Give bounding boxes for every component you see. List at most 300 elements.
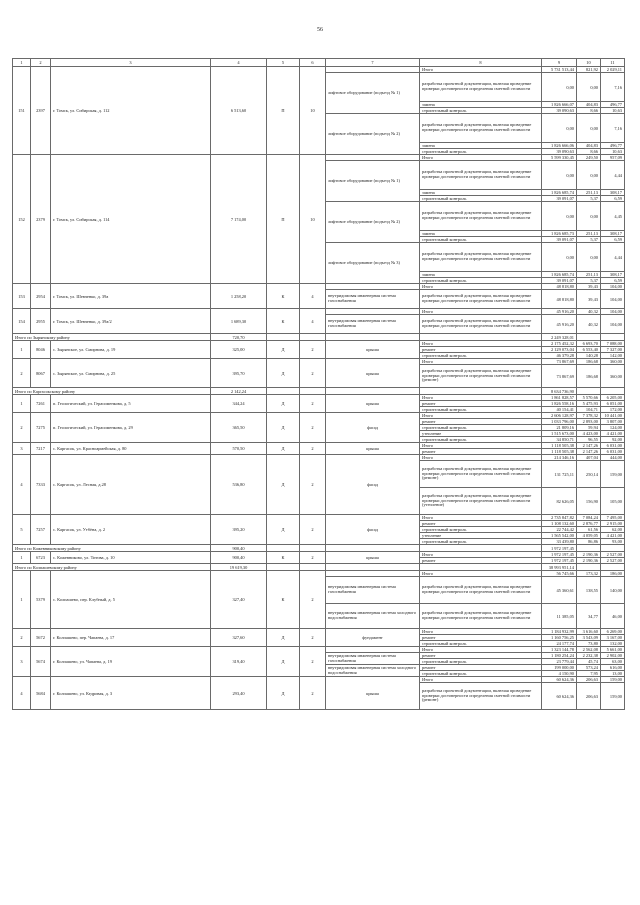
cost-per-sqm: 251,13: [577, 190, 601, 196]
cost-value: 0,00: [542, 161, 577, 190]
cost-item: разработка проектной документации, включая проведение проверки достоверности определения сметной стоимости: [420, 604, 542, 629]
house-code: 8067: [31, 359, 51, 388]
cost-item: ремонт: [420, 521, 542, 527]
cost-value: 1 184 932,99: [542, 629, 577, 635]
max-cost-per-sqm: 159,00: [601, 683, 625, 710]
cost-per-sqm: 2 876,77: [577, 521, 601, 527]
cost-item: утепление: [420, 431, 542, 437]
row-number: 3: [13, 443, 31, 455]
cost-per-sqm: 7 378,32: [577, 413, 601, 419]
house-code: 2397: [31, 67, 51, 155]
cost-item: Итого: [420, 677, 542, 683]
cost-value: 60 624,36: [542, 683, 577, 710]
max-cost-per-sqm: 308,17: [601, 231, 625, 237]
cost-value: 0,00: [542, 243, 577, 272]
house-area: 365,50: [211, 413, 267, 443]
max-cost-per-sqm: 6 205,00: [601, 395, 625, 401]
row-number: 1: [13, 552, 31, 564]
cost-per-sqm: 156,90: [577, 488, 601, 515]
cost-value: 11 385,05: [542, 604, 577, 629]
wall-material: К: [267, 309, 300, 334]
cost-per-sqm: 0,00: [577, 114, 601, 143]
cost-value: 0,00: [542, 73, 577, 102]
cost-value: 1 826 558,16: [542, 401, 577, 407]
cost-per-sqm: 0,00: [577, 73, 601, 102]
cost-per-sqm: 206,63: [577, 683, 601, 710]
cost-value: 33 439,80: [542, 539, 577, 545]
column-number: 5: [267, 59, 300, 67]
cost-item: ремонт: [420, 347, 542, 353]
work-type: крыша: [326, 443, 420, 455]
work-type: внутридомовая инженерная система холодного водоснабжения: [326, 665, 420, 677]
district-total-area: 2 142,24: [211, 388, 267, 395]
floor-count: 2: [300, 341, 326, 359]
cost-per-sqm: 5,37: [577, 196, 601, 202]
cost-item: Итого: [420, 284, 542, 290]
work-type: крыша: [326, 359, 420, 388]
cost-item: замена: [420, 190, 542, 196]
cost-value: 73 867,69: [542, 359, 577, 365]
cost-value: 34 850,71: [542, 437, 577, 443]
cost-value: 1 033 796,00: [542, 419, 577, 425]
work-type: лифтовое оборудование (подъезд № 1): [326, 161, 420, 202]
max-cost-per-sqm: 2 527,00: [601, 558, 625, 564]
work-type: крыша: [326, 341, 420, 359]
house-code: 5672: [31, 629, 51, 647]
max-cost-per-sqm: 105,00: [601, 488, 625, 515]
house-address: с. Колпашево, пер. Клубный, д. 5: [51, 571, 211, 629]
wall-material: К: [267, 552, 300, 564]
cost-item: строительный контроль: [420, 108, 542, 114]
cost-per-sqm: 39,43: [577, 284, 601, 290]
column-number: 3: [51, 59, 211, 67]
cost-value: 1 118 505,38: [542, 443, 577, 449]
house-address: с. Зырянское, ул. Смирнова, д. 25: [51, 359, 211, 388]
cost-item: разработка проектной документации, включая проведение проверки достоверности определения сметной стоимости: [420, 114, 542, 143]
cost-item: Итого: [420, 552, 542, 558]
cost-item: строительный контроль: [420, 437, 542, 443]
cost-value: 2 129 073,04: [542, 347, 577, 353]
row-number: 151: [13, 67, 31, 155]
row-number: 1: [13, 341, 31, 359]
max-cost-per-sqm: 159,00: [601, 461, 625, 488]
max-cost-per-sqm: 4,45: [601, 202, 625, 231]
cost-per-sqm: 573,24: [577, 665, 601, 671]
house-code: 2379: [31, 155, 51, 284]
max-cost-per-sqm: 616,00: [601, 665, 625, 671]
cost-item: Итого: [420, 67, 542, 73]
cost-per-sqm: 45,74: [577, 659, 601, 665]
floor-count: 2: [300, 413, 326, 443]
max-cost-per-sqm: 104,00: [601, 315, 625, 334]
cost-item: строительный контроль: [420, 671, 542, 677]
row-number: 5: [13, 515, 31, 545]
wall-material: Д: [267, 341, 300, 359]
district-total-area: 900,40: [211, 545, 267, 552]
work-type: крыша: [326, 552, 420, 564]
cost-item: строительный контроль: [420, 539, 542, 545]
cost-per-sqm: 86,86: [577, 539, 601, 545]
floor-count: 2: [300, 395, 326, 413]
cost-per-sqm: 73,80: [577, 641, 601, 647]
cost-item: ремонт: [420, 401, 542, 407]
max-cost-per-sqm: 496,77: [601, 102, 625, 108]
district-total-label: Итого по Колпашевскому району: [13, 564, 211, 571]
cost-item: ремонт: [420, 558, 542, 564]
cost-per-sqm: 2 232,38: [577, 653, 601, 659]
cost-item: замена: [420, 102, 542, 108]
house-area: 536,80: [211, 455, 267, 515]
wall-material: Д: [267, 647, 300, 677]
max-cost-per-sqm: 140,00: [601, 577, 625, 604]
house-address: п. Геологический, ул. Герасименкова, д. 29: [51, 413, 211, 443]
capital-repair-register-table: [12, 58, 625, 710]
row-number: 3: [13, 647, 31, 677]
max-cost-per-sqm: 5 661,00: [601, 647, 625, 653]
max-cost-per-sqm: 6,59: [601, 196, 625, 202]
column-number: 9: [542, 59, 577, 67]
max-cost-per-sqm: 3 807,00: [601, 419, 625, 425]
row-number: 4: [13, 677, 31, 710]
cost-item: строительный контроль: [420, 659, 542, 665]
cost-per-sqm: 5 570,66: [577, 395, 601, 401]
house-address: г. Колпашево, ул. Чапаева, д. 19: [51, 647, 211, 677]
wall-material: П: [267, 67, 300, 155]
house-code: 7257: [31, 515, 51, 545]
max-cost-per-sqm: 6 031,00: [601, 443, 625, 449]
work-type: внутридомовая инженерная система газоснабжения: [326, 315, 420, 334]
cost-value: 1 826 685,73: [542, 231, 577, 237]
house-address: п. Геологический, ул. Герасименкова, д. 5: [51, 395, 211, 413]
row-number: 4: [13, 455, 31, 515]
house-address: г. Колпашево, ул. Кедровая, д. 3: [51, 677, 211, 710]
max-cost-per-sqm: 172,00: [601, 407, 625, 413]
cost-per-sqm: 206,63: [577, 677, 601, 683]
house-area: 325,00: [211, 341, 267, 359]
cost-per-sqm: 5,37: [577, 237, 601, 243]
cost-value: 1 861 828,57: [542, 395, 577, 401]
max-cost-per-sqm: 6 031,00: [601, 449, 625, 455]
cost-value: 2 606 128,97: [542, 413, 577, 419]
work-type: внутридомовая инженерная система газоснабжения: [326, 653, 420, 665]
house-address: г. Колпашево, пер. Чапаева, д. 17: [51, 629, 211, 647]
cost-value: 199 000,00: [542, 665, 577, 671]
house-address: г. Томск, ул. Сибирская, д. 112: [51, 67, 211, 155]
cost-per-sqm: 0,00: [577, 161, 601, 190]
cost-item: разработка проектной документации, включая проведение проверки достоверности определения сметной стоимости: [420, 315, 542, 334]
cost-item: ремонт: [420, 419, 542, 425]
max-cost-per-sqm: 104,00: [601, 290, 625, 309]
max-cost-per-sqm: 7,16: [601, 114, 625, 143]
cost-per-sqm: 404,83: [577, 102, 601, 108]
cost-item: строительный контроль: [420, 237, 542, 243]
max-cost-per-sqm: 6 051,00: [601, 401, 625, 407]
cost-item: Итого: [420, 341, 542, 347]
work-type: фундамент: [326, 629, 420, 647]
cost-value: 1 108 132,60: [542, 521, 577, 527]
house-address: с. Каргасок, ул. Утбёна, д. 2: [51, 515, 211, 545]
house-area: 900,40: [211, 552, 267, 564]
max-cost-per-sqm: 308,17: [601, 272, 625, 278]
cost-per-sqm: 2 147,26: [577, 449, 601, 455]
house-area: 395,70: [211, 359, 267, 388]
cost-value: 39 091,07: [542, 278, 577, 284]
wall-material: Д: [267, 455, 300, 515]
cost-item: ремонт: [420, 449, 542, 455]
district-total-sum: 1 972 197,45: [542, 545, 577, 552]
floor-count: 10: [300, 155, 326, 284]
cost-value: 1 826 666,07: [542, 102, 577, 108]
cost-item: строительный контроль: [420, 641, 542, 647]
cost-value: 131 725,11: [542, 461, 577, 488]
max-cost-per-sqm: 3 167,00: [601, 635, 625, 641]
cost-per-sqm: 59,94: [577, 425, 601, 431]
max-cost-per-sqm: 360,00: [601, 359, 625, 365]
row-number: 2: [13, 413, 31, 443]
cost-item: Итого: [420, 359, 542, 365]
cost-item: разработка проектной документации, включая проведение проверки достоверности определения сметной стоимости: [420, 290, 542, 309]
cost-item: строительный контроль: [420, 353, 542, 359]
cost-value: 1 160 756,25: [542, 635, 577, 641]
max-cost-per-sqm: 2 527,00: [601, 552, 625, 558]
work-type: лифтовое оборудование (подъезд № 2): [326, 202, 420, 243]
cost-value: 1 826 685,74: [542, 190, 577, 196]
house-area: 327,40: [211, 571, 267, 629]
cost-value: 5 731 513,44: [542, 67, 577, 73]
house-area: 1 258,20: [211, 284, 267, 309]
cost-per-sqm: 250,14: [577, 461, 601, 488]
cost-per-sqm: 6 693,70: [577, 341, 601, 347]
cost-item: Итого: [420, 455, 542, 461]
house-area: 1 689,30: [211, 309, 267, 334]
floor-count: 2: [300, 515, 326, 545]
house-address: с. Каргасок, ул. Красноармейская, д. 80: [51, 443, 211, 455]
house-code: 8046: [31, 341, 51, 359]
cost-per-sqm: 8,66: [577, 108, 601, 114]
house-code: 2954: [31, 284, 51, 309]
cost-item: утепление: [420, 533, 542, 539]
cost-value: 214 346,16: [542, 455, 577, 461]
wall-material: Д: [267, 395, 300, 413]
wall-material: Д: [267, 359, 300, 388]
house-area: 395,20: [211, 515, 267, 545]
cost-value: 0,00: [542, 202, 577, 231]
house-address: г. Томск, ул. Шевченко, д. 39а: [51, 284, 211, 309]
cost-item: строительный контроль: [420, 278, 542, 284]
district-total-label: Итого по Кожевниковскому району: [13, 545, 211, 552]
house-address: г. Томск, ул. Сибирская, д. 114: [51, 155, 211, 284]
row-number: 153: [13, 284, 31, 309]
max-cost-per-sqm: 6 269,00: [601, 629, 625, 635]
cost-value: 45 360,61: [542, 577, 577, 604]
house-area: 319,40: [211, 647, 267, 677]
cost-per-sqm: 3 616,60: [577, 629, 601, 635]
column-number: 10: [577, 59, 601, 67]
cost-item: ремонт: [420, 665, 542, 671]
cost-value: 0,00: [542, 114, 577, 143]
cost-value: 46 379,28: [542, 353, 577, 359]
wall-material: Д: [267, 515, 300, 545]
cost-per-sqm: 8,66: [577, 149, 601, 155]
column-numbers-row: [13, 59, 625, 67]
column-number: 6: [300, 59, 326, 67]
cost-item: Итого: [420, 395, 542, 401]
max-cost-per-sqm: 4,44: [601, 161, 625, 190]
max-cost-per-sqm: 4 421,00: [601, 533, 625, 539]
cost-item: Итого: [420, 647, 542, 653]
max-cost-per-sqm: 132,00: [601, 641, 625, 647]
cost-item: разработка проектной документации, включая проведение проверки достоверности определения сметной стоимости (ремонт): [420, 461, 542, 488]
column-number: 4: [211, 59, 267, 67]
work-type: внутридомовая инженерная система холодного водоснабжения: [326, 604, 420, 629]
cost-value: 82 626,05: [542, 488, 577, 515]
work-type: лифтовое оборудование (подъезд № 2): [326, 114, 420, 155]
max-cost-per-sqm: 62,00: [601, 527, 625, 533]
cost-per-sqm: 140,28: [577, 353, 601, 359]
wall-material: Д: [267, 443, 300, 455]
max-cost-per-sqm: 186,00: [601, 571, 625, 577]
floor-count: 2: [300, 552, 326, 564]
row-number: 1: [13, 395, 31, 413]
max-cost-per-sqm: 957,09: [601, 155, 625, 161]
cost-item: строительный контроль: [420, 149, 542, 155]
floor-count: 2: [300, 443, 326, 455]
cost-value: 39 090,63: [542, 108, 577, 114]
cost-value: 48 818,80: [542, 284, 577, 290]
house-code: 6723: [31, 552, 51, 564]
cost-item: замена: [420, 272, 542, 278]
district-total-area: 19 619,30: [211, 564, 267, 571]
cost-item: Итого: [420, 515, 542, 521]
max-cost-per-sqm: 4,44: [601, 243, 625, 272]
district-total-label: Итого по Зырянскому району: [13, 334, 211, 341]
floor-count: 2: [300, 455, 326, 515]
cost-item: Итого: [420, 629, 542, 635]
work-type: крыша: [326, 395, 420, 413]
floor-count: 2: [300, 647, 326, 677]
district-total-sum: 8 634 736,90: [542, 388, 577, 395]
cost-item: замена: [420, 231, 542, 237]
floor-count: 4: [300, 309, 326, 334]
cost-value: 1 515 673,00: [542, 431, 577, 437]
max-cost-per-sqm: 63,00: [601, 659, 625, 665]
cost-per-sqm: 0,00: [577, 243, 601, 272]
cost-value: 39 091,07: [542, 196, 577, 202]
max-cost-per-sqm: 46,00: [601, 604, 625, 629]
max-cost-per-sqm: 360,00: [601, 365, 625, 388]
work-type: фасад: [326, 413, 420, 443]
page-number: 56: [317, 27, 323, 33]
max-cost-per-sqm: 142,00: [601, 353, 625, 359]
cost-per-sqm: 7,95: [577, 671, 601, 677]
cost-value: 23 779,44: [542, 659, 577, 665]
cost-per-sqm: 61,56: [577, 527, 601, 533]
cost-item: Итого: [420, 309, 542, 315]
floor-count: 2: [300, 359, 326, 388]
wall-material: К: [267, 284, 300, 309]
cost-per-sqm: 2 190,36: [577, 558, 601, 564]
column-number: 11: [601, 59, 625, 67]
cost-value: 1 118 505,38: [542, 449, 577, 455]
district-total-sum: 2 249 328,01: [542, 334, 577, 341]
house-code: 7275: [31, 413, 51, 443]
cost-value: 40 154,41: [542, 407, 577, 413]
cost-value: 73 867,69: [542, 365, 577, 388]
column-number: 7: [326, 59, 420, 67]
wall-material: К: [267, 571, 300, 629]
row-number: 154: [13, 309, 31, 334]
max-cost-per-sqm: 496,77: [601, 143, 625, 149]
row-number: 2: [13, 629, 31, 647]
cost-per-sqm: 251,13: [577, 272, 601, 278]
cost-per-sqm: 821,92: [577, 67, 601, 73]
max-cost-per-sqm: 6,59: [601, 278, 625, 284]
cost-value: 1 972 197,45: [542, 558, 577, 564]
cost-per-sqm: 5,37: [577, 278, 601, 284]
cost-item: разработка проектной документации, включая проведение проверки достоверности определения сметной стоимости: [420, 202, 542, 231]
floor-count: 4: [300, 284, 326, 309]
max-cost-per-sqm: 124,00: [601, 425, 625, 431]
max-cost-per-sqm: 2 902,00: [601, 653, 625, 659]
cost-value: 1 826 666,06: [542, 143, 577, 149]
house-area: 7 174,00: [211, 155, 267, 284]
cost-value: 48 818,80: [542, 290, 577, 309]
cost-per-sqm: 39,43: [577, 290, 601, 309]
cost-value: 45 916,20: [542, 309, 577, 315]
cost-per-sqm: 186,68: [577, 359, 601, 365]
cost-per-sqm: 186,68: [577, 365, 601, 388]
cost-item: разработка проектной документации, включая проведение проверки достоверности определения сметной стоимости: [420, 243, 542, 272]
cost-value: 5 599 330,45: [542, 155, 577, 161]
max-cost-per-sqm: 6,59: [601, 237, 625, 243]
house-area: 327,60: [211, 629, 267, 647]
cost-item: строительный контроль: [420, 527, 542, 533]
cost-value: 39 090,63: [542, 149, 577, 155]
cost-per-sqm: 0,00: [577, 202, 601, 231]
cost-item: строительный контроль: [420, 425, 542, 431]
cost-value: 2 735 847,82: [542, 515, 577, 521]
work-type: фасад: [326, 455, 420, 515]
cost-per-sqm: 249,50: [577, 155, 601, 161]
cost-item: Итого: [420, 443, 542, 449]
max-cost-per-sqm: 10 441,00: [601, 413, 625, 419]
cost-item: ремонт: [420, 635, 542, 641]
work-type: внутридомовая инженерная система газоснабжения: [326, 290, 420, 309]
cost-value: 1 180 254,24: [542, 653, 577, 659]
max-cost-per-sqm: 7,16: [601, 73, 625, 102]
cost-item: разработка проектной документации, включая проведение проверки достоверности определения сметной стоимости: [420, 161, 542, 190]
max-cost-per-sqm: 10,63: [601, 149, 625, 155]
house-address: с. Каргасок, ул. Лесная, д.28: [51, 455, 211, 515]
house-address: с. Кожевниково, ул. Титова, д. 10: [51, 552, 211, 564]
max-cost-per-sqm: 10,63: [601, 108, 625, 114]
cost-per-sqm: 404,83: [577, 143, 601, 149]
max-cost-per-sqm: 7 088,00: [601, 341, 625, 347]
cost-value: 1 565 542,00: [542, 533, 577, 539]
cost-per-sqm: 40,32: [577, 309, 601, 315]
row-number: 1: [13, 571, 31, 629]
floor-count: 2: [300, 571, 326, 629]
wall-material: Д: [267, 629, 300, 647]
column-number: 2: [31, 59, 51, 67]
house-code: 7261: [31, 395, 51, 413]
cost-item: разработка проектной документации, включая проведение проверки достоверности определения сметной стоимости (ремонт): [420, 365, 542, 388]
cost-value: 45 916,20: [542, 315, 577, 334]
district-total-sum: 38 993 951,14: [542, 564, 577, 571]
district-total-area: 720,70: [211, 334, 267, 341]
max-cost-per-sqm: 4 421,00: [601, 431, 625, 437]
cost-item: Итого: [420, 413, 542, 419]
